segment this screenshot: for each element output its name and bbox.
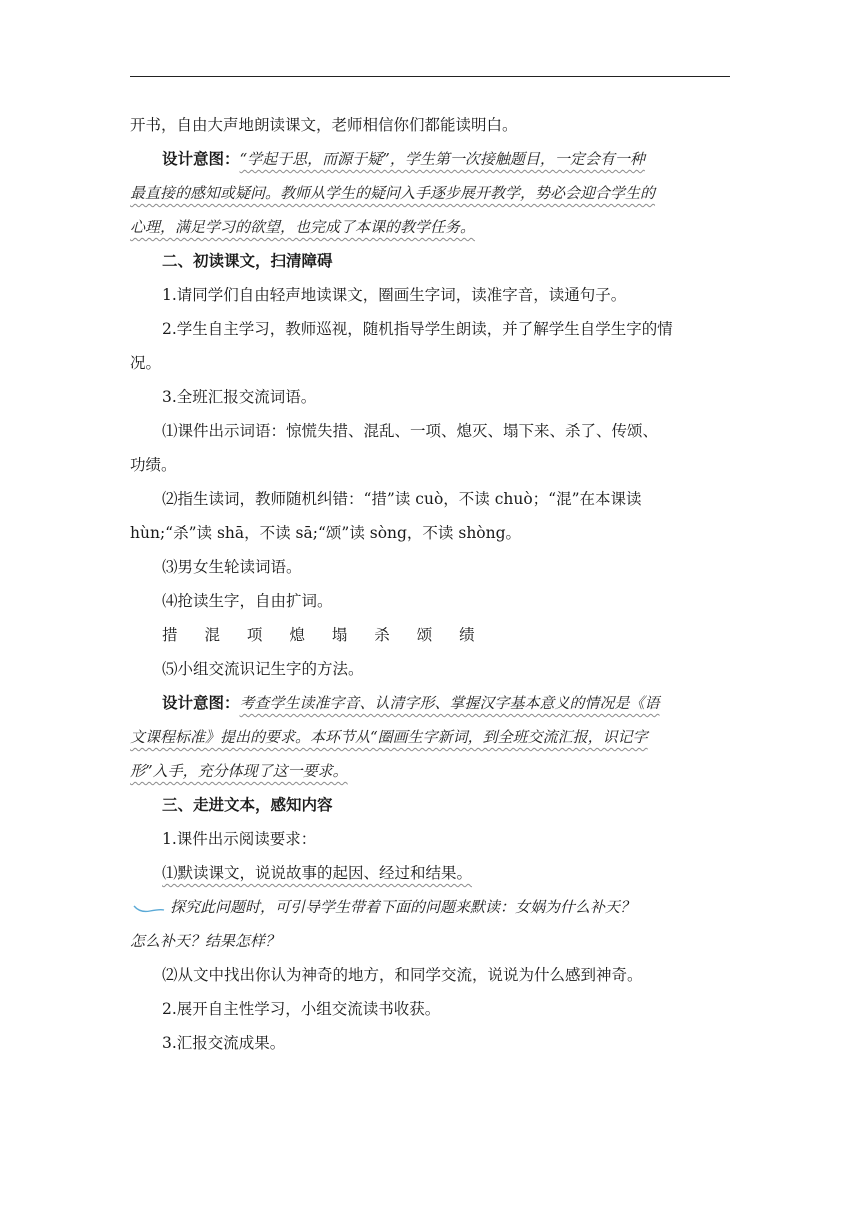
list-item: 2.学生自主学习，教师巡视，随机指导学生朗读，并了解学生自学生字的情: [162, 320, 673, 338]
sub-item: ⑴课件出示词语：惊慌失措、混乱、一项、熄灭、塌下来、杀了、传颂、: [162, 422, 659, 440]
list-item-continuation: 况。: [130, 354, 162, 372]
sub-item: ⑵从文中找出你认为神奇的地方，和同学交流，说说为什么感到神奇。: [162, 966, 643, 984]
sub-item: ⑷抢读生字，自由扩词。: [162, 592, 333, 610]
character: 混: [204, 626, 220, 644]
section-heading-2: 二、初读课文，扫清障碍: [162, 252, 333, 270]
header-rule: [130, 76, 730, 77]
section-heading-3: 三、走进文本，感知内容: [162, 796, 333, 814]
character: 杀: [374, 626, 390, 644]
design-intent-text: 考查学生读准字音、认清字形、掌握汉字基本意义的情况是《语: [239, 694, 660, 712]
teaching-note-continuation: 怎么补天？结果怎样？: [130, 932, 281, 950]
design-intent-text: 最直接的感知或疑问。教师从学生的疑问入手逐步展开教学，势必会迎合学生的: [130, 184, 656, 202]
teaching-note: [130, 890, 732, 924]
document-page: [130, 108, 732, 1060]
character: 塌: [331, 626, 348, 644]
sub-item: ⑴默读课文，说说故事的起因、经过和结果。: [162, 864, 473, 882]
teaching-note-text: 探究此问题时，可引导学生带着下面的问题来默读：女娲为什么补天？: [170, 898, 636, 916]
design-intent-text: 文课程标准》提出的要求。本环节从“圈画生字新词，到全班交流汇报，识记字: [130, 728, 648, 746]
note-marker-icon: [132, 904, 166, 914]
list-item: 3.全班汇报交流词语。: [162, 388, 317, 406]
sub-item-continuation: 功绩。: [130, 456, 177, 474]
list-item: 2.展开自主性学习，小组交流读书收获。: [162, 1000, 441, 1018]
character: 项: [246, 626, 263, 644]
design-intent-label: 设计意图：: [162, 694, 240, 712]
sub-item: ⑸小组交流识记生字的方法。: [162, 660, 364, 678]
design-intent-text: “学起于思，而源于疑”，学生第一次接触题目，一定会有一种: [239, 150, 645, 168]
character: 熄: [289, 626, 305, 644]
character: 颂: [416, 626, 433, 644]
design-intent-1: [130, 142, 732, 244]
paragraph-continuation: 开书，自由大声地朗读课文，老师相信你们都能读明白。: [130, 116, 518, 134]
sub-item-continuation: hùn;“杀”读 shā，不读 sā;“颂”读 sòng，不读 shòng。: [130, 524, 522, 542]
list-item: 1.课件出示阅读要求：: [162, 830, 317, 848]
sub-item: ⑵指生读词，教师随机纠错：“措”读 cuò，不读 chuò；“混”在本课读: [162, 490, 642, 508]
character-list: [130, 618, 732, 652]
list-item: 3.汇报交流成果。: [162, 1034, 286, 1052]
character: 措: [162, 626, 178, 644]
character: 绩: [459, 626, 475, 644]
design-intent-label: 设计意图：: [162, 150, 240, 168]
design-intent-2: [130, 686, 732, 788]
list-item: 1.请同学们自由轻声地读课文，圈画生字词，读准字音，读通句子。: [162, 286, 627, 304]
design-intent-text: 心理，满足学习的欲望，也完成了本课的教学任务。: [130, 218, 476, 236]
sub-item: ⑶男女生轮读词语。: [162, 558, 302, 576]
design-intent-text: 形”入手，充分体现了这一要求。: [130, 762, 348, 780]
